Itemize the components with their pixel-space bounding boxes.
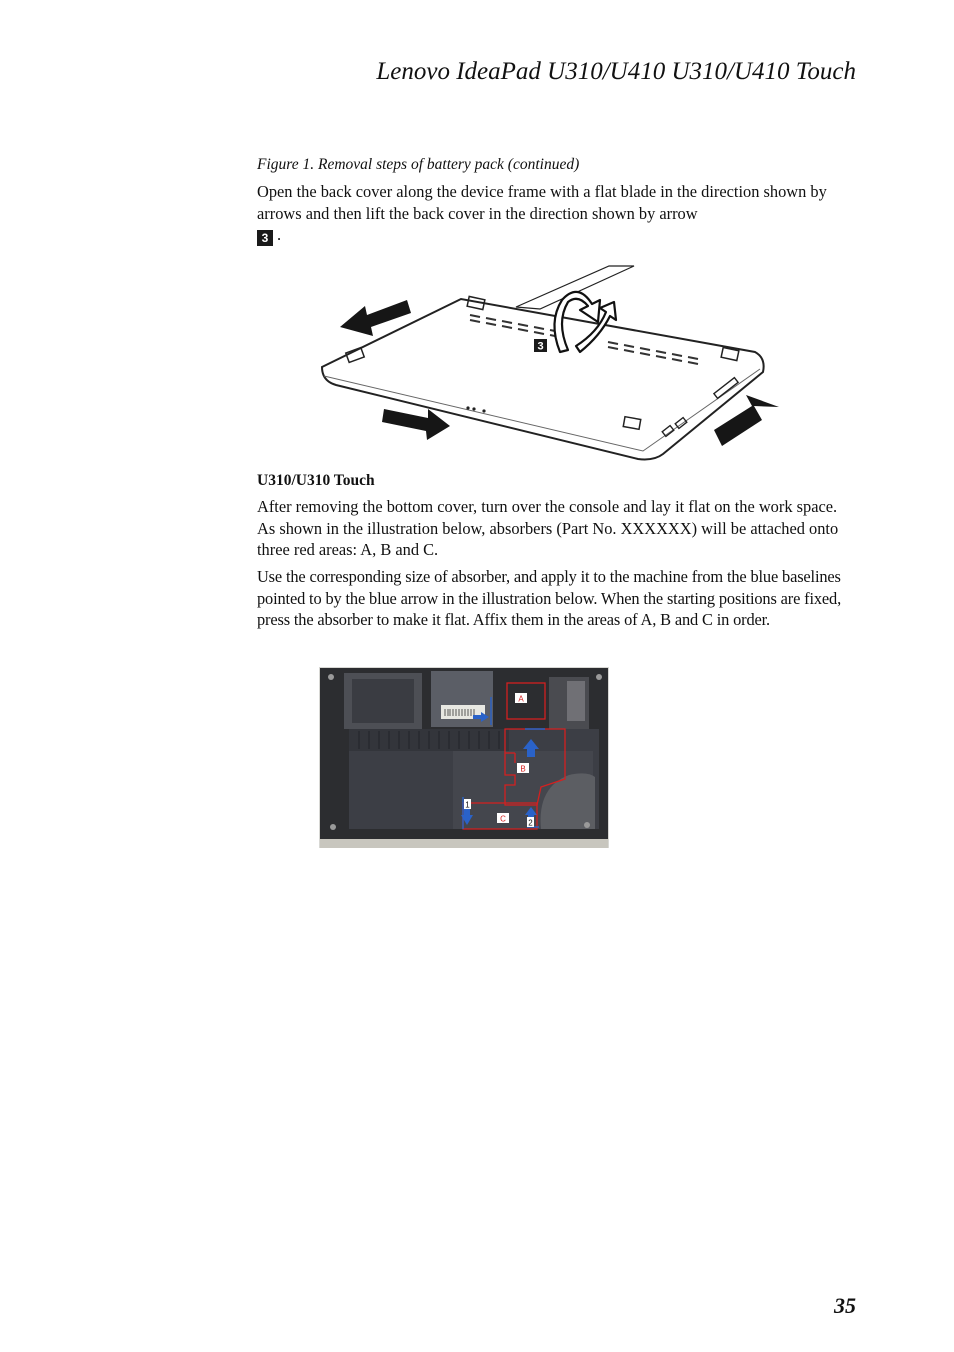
- area-c-label: C: [500, 814, 506, 824]
- paragraph-instructions: Use the corresponding size of absorber, and apply it to the machine from the blue baselines pointed to by the blue arrow in the illustration below. When the starting positions are fixed, press the absorber to make it flat. Affix them in the areas of A, B and C in order.: [257, 567, 842, 629]
- page-number: 35: [834, 1293, 856, 1318]
- laptop-body: [322, 299, 764, 459]
- step-3-badge: 3: [257, 230, 273, 246]
- page-header-title: Lenovo IdeaPad U310/U410 U310/U410 Touch: [376, 58, 856, 85]
- flat-blade-tool: [516, 266, 634, 309]
- baseline-2-label: 2: [528, 818, 533, 828]
- paragraph-absorbers: After removing the bottom cover, turn over the console and lay it flat on the work space. As shown in the illustration below, absorbers (Part No. XXXXXX) will be attached onto three red areas: A, B and C.: [257, 497, 839, 559]
- intro-paragraph: [257, 181, 857, 246]
- baseline-1-label: 1: [465, 800, 470, 810]
- intro-text: Open the back cover along the device frame with a flat blade in the direction shown by arrows and then lift the back cover in the direction shown by arrow: [257, 182, 827, 223]
- area-b-label: B: [520, 764, 526, 774]
- section-heading: U310/U310 Touch: [257, 472, 375, 489]
- arrow-right-icon: [382, 409, 450, 440]
- figure-caption: Figure 1. Removal steps of battery pack (continued): [257, 156, 580, 173]
- cover-removal-illustration: [318, 260, 788, 465]
- intro-trailing: .: [277, 225, 282, 244]
- area-a-label: A: [518, 694, 524, 704]
- step-3-badge-label: 3: [537, 340, 544, 353]
- absorber-placement-photo: [319, 667, 609, 848]
